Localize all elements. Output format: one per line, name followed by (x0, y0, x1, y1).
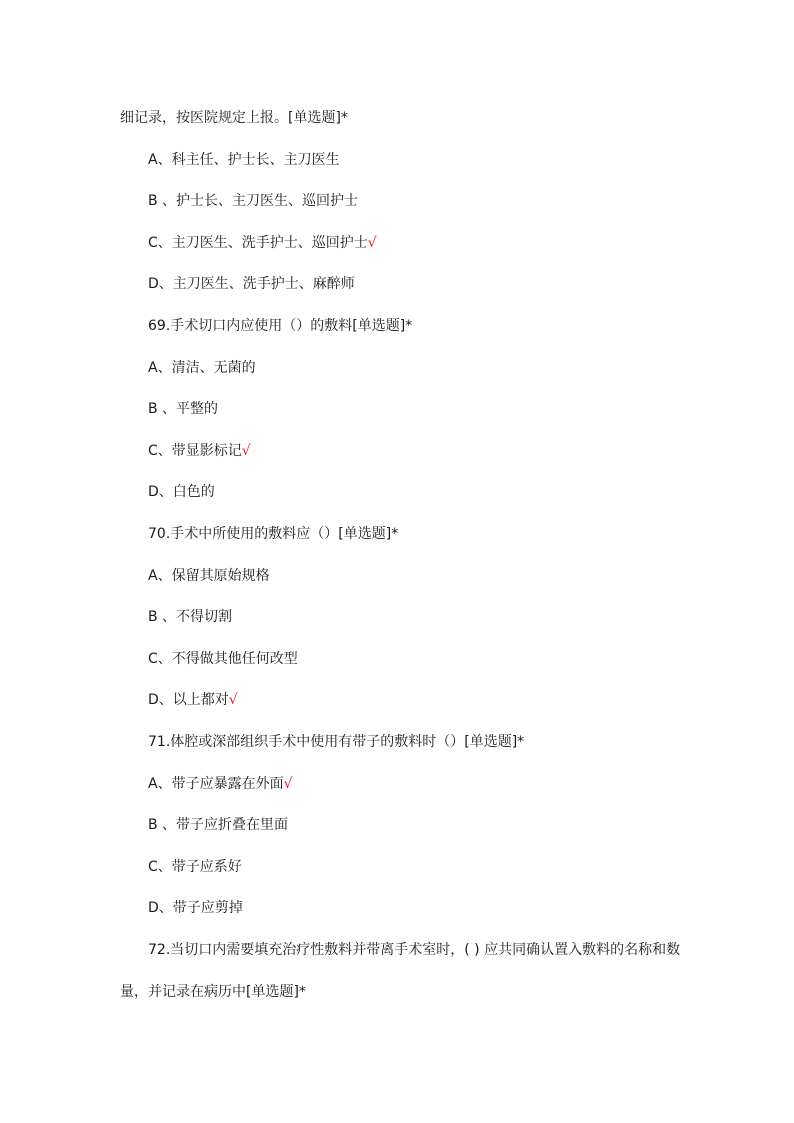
option-line: A、清洁、无菌的 (148, 360, 256, 376)
question-line: 70.手术中所使用的敷料应（）[单选题]* (148, 526, 399, 542)
option-line: A、保留其原始规格 (148, 568, 270, 584)
option-line: D、带子应剪掉 (148, 900, 243, 916)
question-continuation: 量，并记录在病历中[单选题]* (120, 984, 306, 1000)
option-line: B 、平整的 (148, 401, 219, 417)
option-line: A、科主任、护士长、主刀医生 (148, 152, 340, 168)
question-line: 72.当切口内需要填充治疗性敷料并带离手术室时，( ) 应共同确认置入敷料的名称和数 (148, 942, 681, 958)
correct-check-icon: √ (283, 776, 293, 792)
option-line: B 、不得切割 (148, 609, 233, 625)
correct-check-icon: √ (241, 443, 251, 459)
question-line: 69.手术切口内应使用（）的敷料[单选题]* (148, 318, 413, 334)
option-line: A、带子应暴露在外面√ (148, 776, 293, 792)
option-line: D、以上都对√ (148, 692, 238, 708)
option-line: C、带显影标记√ (148, 443, 251, 459)
correct-check-icon: √ (228, 692, 238, 708)
question-line: 71.体腔或深部组织手术中使用有带子的敷料时（）[单选题]* (148, 734, 525, 750)
option-line: C、主刀医生、洗手护士、巡回护士√ (148, 235, 377, 251)
question-continuation: 细记录，按医院规定上报。[单选题]* (120, 110, 348, 126)
option-line: C、带子应系好 (148, 859, 242, 875)
option-line: D、主刀医生、洗手护士、麻醉师 (148, 276, 355, 292)
option-line: B 、护士长、主刀医生、巡回护士 (148, 193, 359, 209)
option-line: B 、带子应折叠在里面 (148, 817, 289, 833)
option-line: C、不得做其他任何改型 (148, 651, 298, 667)
correct-check-icon: √ (367, 235, 377, 251)
option-line: D、白色的 (148, 484, 215, 500)
